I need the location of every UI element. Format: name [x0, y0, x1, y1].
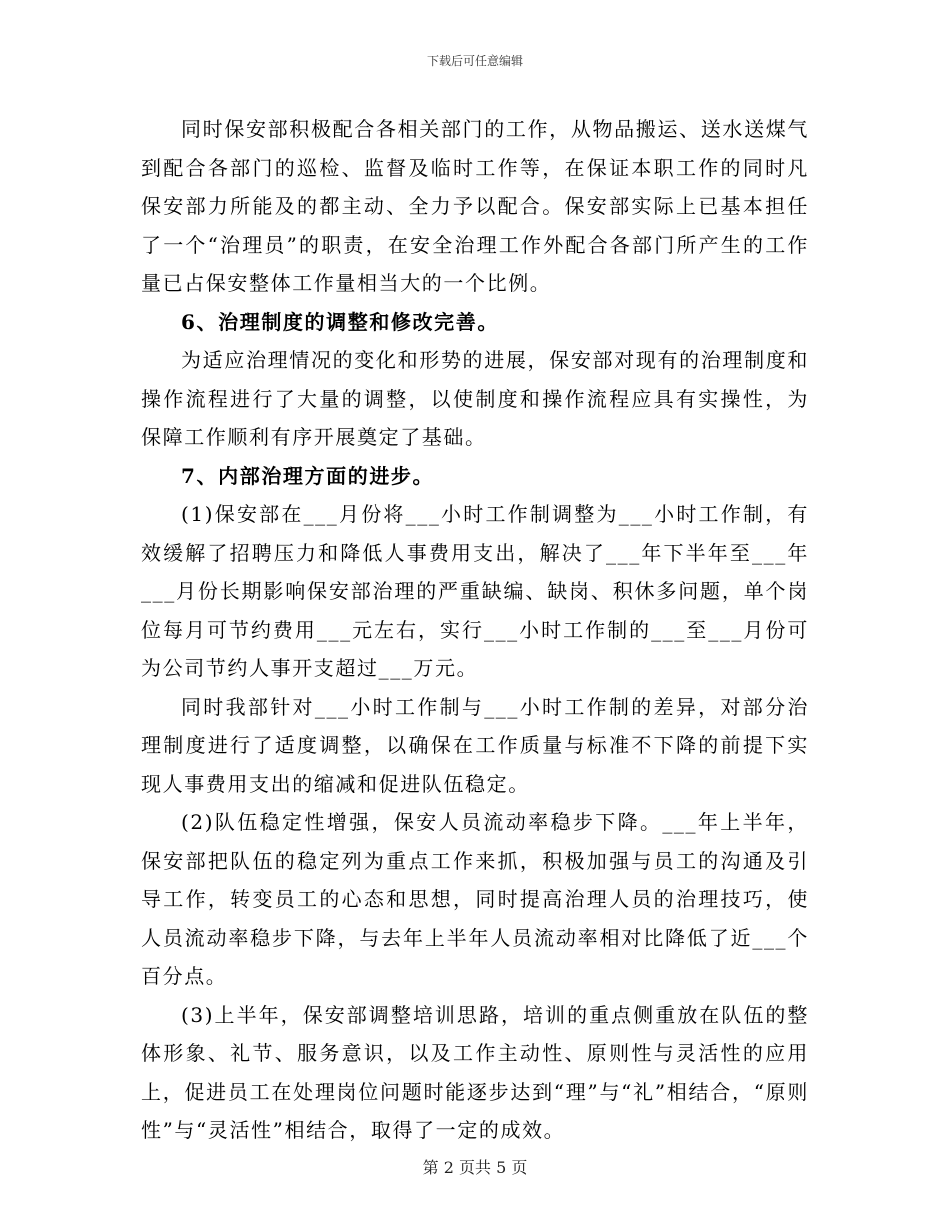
paragraph-work-hours: (1)保安部在___月份将___小时工作制调整为___小时工作制，有效缓解了招聘压力和降低人事费用支出，解决了___年下半年至___年___月份长期影响保安部治理的严重缺编、缺岗、积休多问题，单个岗位每月可节约费用___元左右，实行___小时工作制的___至___月份可为公司节约人事开支超过___万元。 [141, 502, 809, 680]
paragraph-training: (3)上半年，保安部调整培训思路，培训的重点侧重放在队伍的整体形象、礼节、服务意识，以及工作主动性、原则性与灵活性的应用上，促进员工在处理岗位问题时能逐步达到“理”与“礼”相结合，“原则性”与“灵活性”相结合，取得了一定的成效。 [141, 1002, 809, 1142]
paragraph-cooperation: 同时保安部积极配合各相关部门的工作，从物品搬运、送水送煤气到配合各部门的巡检、监督及临时工作等，在保证本职工作的同时凡保安部力所能及的都主动、全力予以配合。保安部实际上已基本担任了一个“治理员”的职责，在安全治理工作外配合各部门所产生的工作量已占保安整体工作量相当大的一个比例。 [141, 117, 809, 295]
page-number: 第 2 页共 5 页 [422, 1158, 528, 1177]
document-body [141, 110, 809, 1150]
paragraph-team-stability: (2)队伍稳定性增强，保安人员流动率稳步下降。___年上半年，保安部把队伍的稳定列为重点工作来抓，积极加强与员工的沟通及引导工作，转变员工的心态和思想，同时提高治理人员的治理技巧，使人员流动率稳步下降，与去年上半年人员流动率相对比降低了近___个百分点。 [141, 810, 809, 988]
paragraph-system-adjustment: 为适应治理情况的变化和形势的进展，保安部对现有的治理制度和操作流程进行了大量的调整，以使制度和操作流程应具有实操性，为保障工作顺利有序开展奠定了基础。 [141, 348, 809, 449]
section-heading-6: 6、治理制度的调整和修改完善。 [181, 309, 499, 334]
page-header: 下载后可任意编辑 [426, 54, 523, 68]
paragraph-differences: 同时我部针对___小时工作制与___小时工作制的差异，对部分治理制度进行了适度调整，以确保在工作质量与标准不下降的前提下实现人事费用支出的缩减和促进队伍稳定。 [141, 694, 809, 796]
section-heading-7: 7、内部治理方面的进步。 [181, 463, 435, 488]
